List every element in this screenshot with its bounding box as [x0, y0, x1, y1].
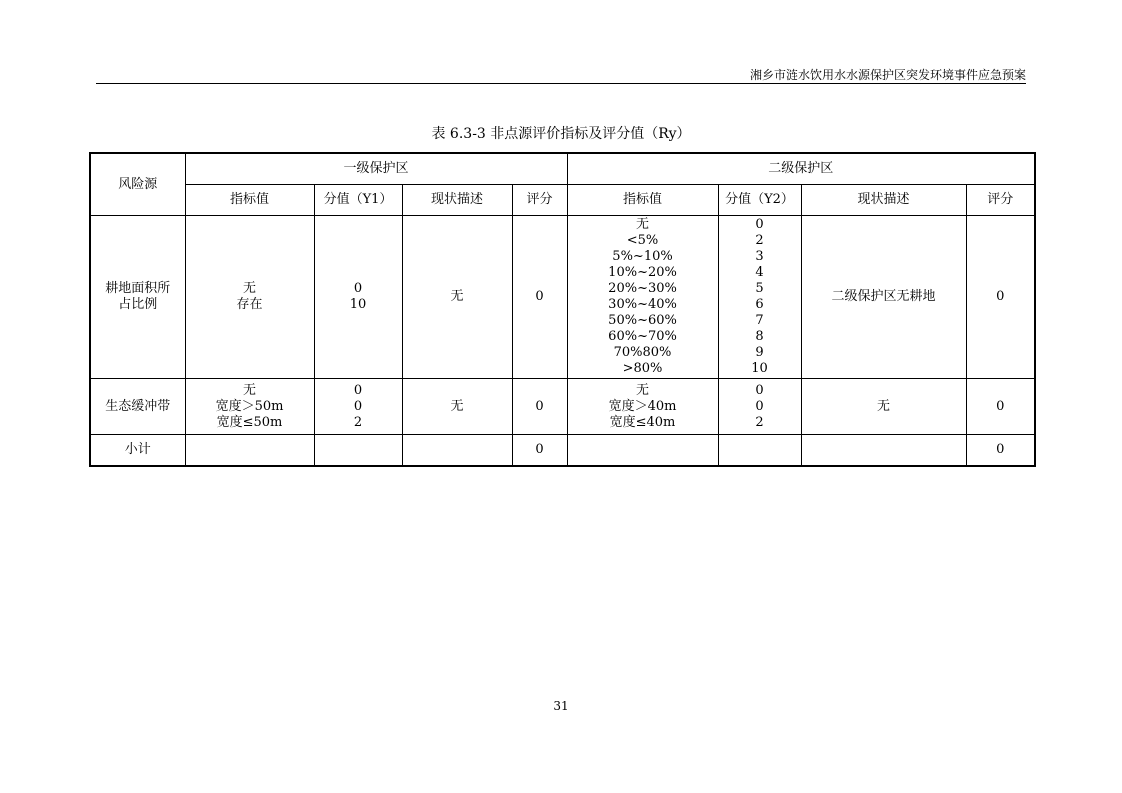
cell-line: 宽度≤50m [216, 414, 283, 430]
cell-line: 宽度≤40m [609, 414, 676, 430]
risk-source-cell: 生态缓冲带 [90, 379, 185, 435]
zone1-indicator-header: 指标值 [185, 185, 314, 216]
zone2-header: 二级保护区 [567, 153, 1035, 185]
table-caption: 表 6.3-3 非点源评价指标及评分值（Ry） [431, 126, 691, 142]
zone2-indicator-cell [567, 379, 718, 435]
zone1-score-cell [314, 216, 402, 379]
zone2-rating-header: 评分 [966, 185, 1035, 216]
cell-line: 无 [636, 217, 650, 232]
empty-cell [314, 435, 402, 467]
zone1-status-header: 现状描述 [402, 185, 512, 216]
page-number: 31 [553, 699, 569, 713]
empty-cell [718, 435, 801, 467]
cell-line: 宽度＞40m [608, 398, 677, 414]
empty-cell [567, 435, 718, 467]
cell-line: 10%~20% [608, 265, 677, 280]
zone2-status-header: 现状描述 [801, 185, 966, 216]
cell-line: 0 [755, 217, 764, 232]
cell-line: >80% [622, 361, 663, 376]
cell-line: 2 [755, 414, 764, 430]
cell-line: 0 [755, 398, 764, 414]
cell-line: 2 [353, 414, 363, 430]
cell-line: 30%~40% [608, 297, 677, 312]
zone2-rating-cell: 0 [966, 216, 1035, 379]
cell-line: 3 [755, 249, 764, 264]
empty-cell [402, 435, 512, 467]
header-divider [96, 83, 1026, 84]
cell-line: 无 [636, 382, 650, 398]
zone2-status-cell: 无 [801, 379, 966, 435]
zone1-indicator-cell [185, 379, 314, 435]
cell-line: 占比例 [118, 297, 158, 312]
empty-cell [185, 435, 314, 467]
zone2-subtotal-rating: 0 [966, 435, 1035, 467]
zone1-header: 一级保护区 [185, 153, 567, 185]
cell-line: 6 [755, 297, 764, 312]
zone2-score-header: 分值（Y2） [718, 185, 801, 216]
cell-line: 0 [353, 398, 363, 414]
zone1-score-cell [314, 379, 402, 435]
table-header-row [90, 153, 1035, 185]
cell-line: 2 [755, 233, 764, 248]
cell-line: 无 [242, 281, 256, 296]
cell-line: 宽度＞50m [215, 398, 284, 414]
evaluation-table [89, 152, 1036, 467]
zone2-status-cell: 二级保护区无耕地 [801, 216, 966, 379]
zone2-score-cell [718, 216, 801, 379]
zone2-indicator-cell [567, 216, 718, 379]
risk-source-cell [90, 216, 185, 379]
cell-line: 70%80% [613, 345, 672, 360]
cell-line: 5%~10% [612, 249, 673, 264]
cell-line: 60%~70% [608, 329, 677, 344]
zone2-rating-cell: 0 [966, 379, 1035, 435]
cell-line: 0 [353, 281, 363, 296]
zone1-rating-cell: 0 [512, 216, 567, 379]
empty-cell [801, 435, 966, 467]
cell-line: 5 [755, 281, 764, 296]
risk-source-header: 风险源 [90, 153, 185, 216]
subtotal-row [90, 435, 1035, 467]
cell-line: 0 [755, 382, 764, 398]
zone1-subtotal-rating: 0 [512, 435, 567, 467]
document-header-title: 湘乡市涟水饮用水水源保护区突发环境事件应急预案 [749, 68, 1026, 82]
zone1-status-cell: 无 [402, 379, 512, 435]
cell-line: 10 [751, 361, 768, 376]
cell-line: 9 [755, 345, 764, 360]
zone2-indicator-header: 指标值 [567, 185, 718, 216]
zone1-score-header: 分值（Y1） [314, 185, 402, 216]
cell-line: 耕地面积所 [105, 281, 171, 296]
cell-line: 7 [755, 313, 764, 328]
cell-line: <5% [626, 233, 659, 248]
cell-line: 无 [242, 382, 256, 398]
zone2-score-cell [718, 379, 801, 435]
zone1-rating-header: 评分 [512, 185, 567, 216]
cell-line: 8 [755, 329, 764, 344]
cell-line: 0 [353, 382, 363, 398]
cell-line: 50%~60% [608, 313, 677, 328]
cell-line: 10 [349, 297, 367, 312]
zone1-status-cell: 无 [402, 216, 512, 379]
cell-line: 存在 [236, 297, 263, 312]
cell-line: 20%~30% [608, 281, 677, 296]
table-row [90, 216, 1035, 379]
table-row [90, 379, 1035, 435]
cell-line: 4 [755, 265, 764, 280]
zone1-rating-cell: 0 [512, 379, 567, 435]
subtotal-label: 小计 [90, 435, 185, 467]
table-subheader-row [90, 185, 1035, 216]
zone1-indicator-cell [185, 216, 314, 379]
